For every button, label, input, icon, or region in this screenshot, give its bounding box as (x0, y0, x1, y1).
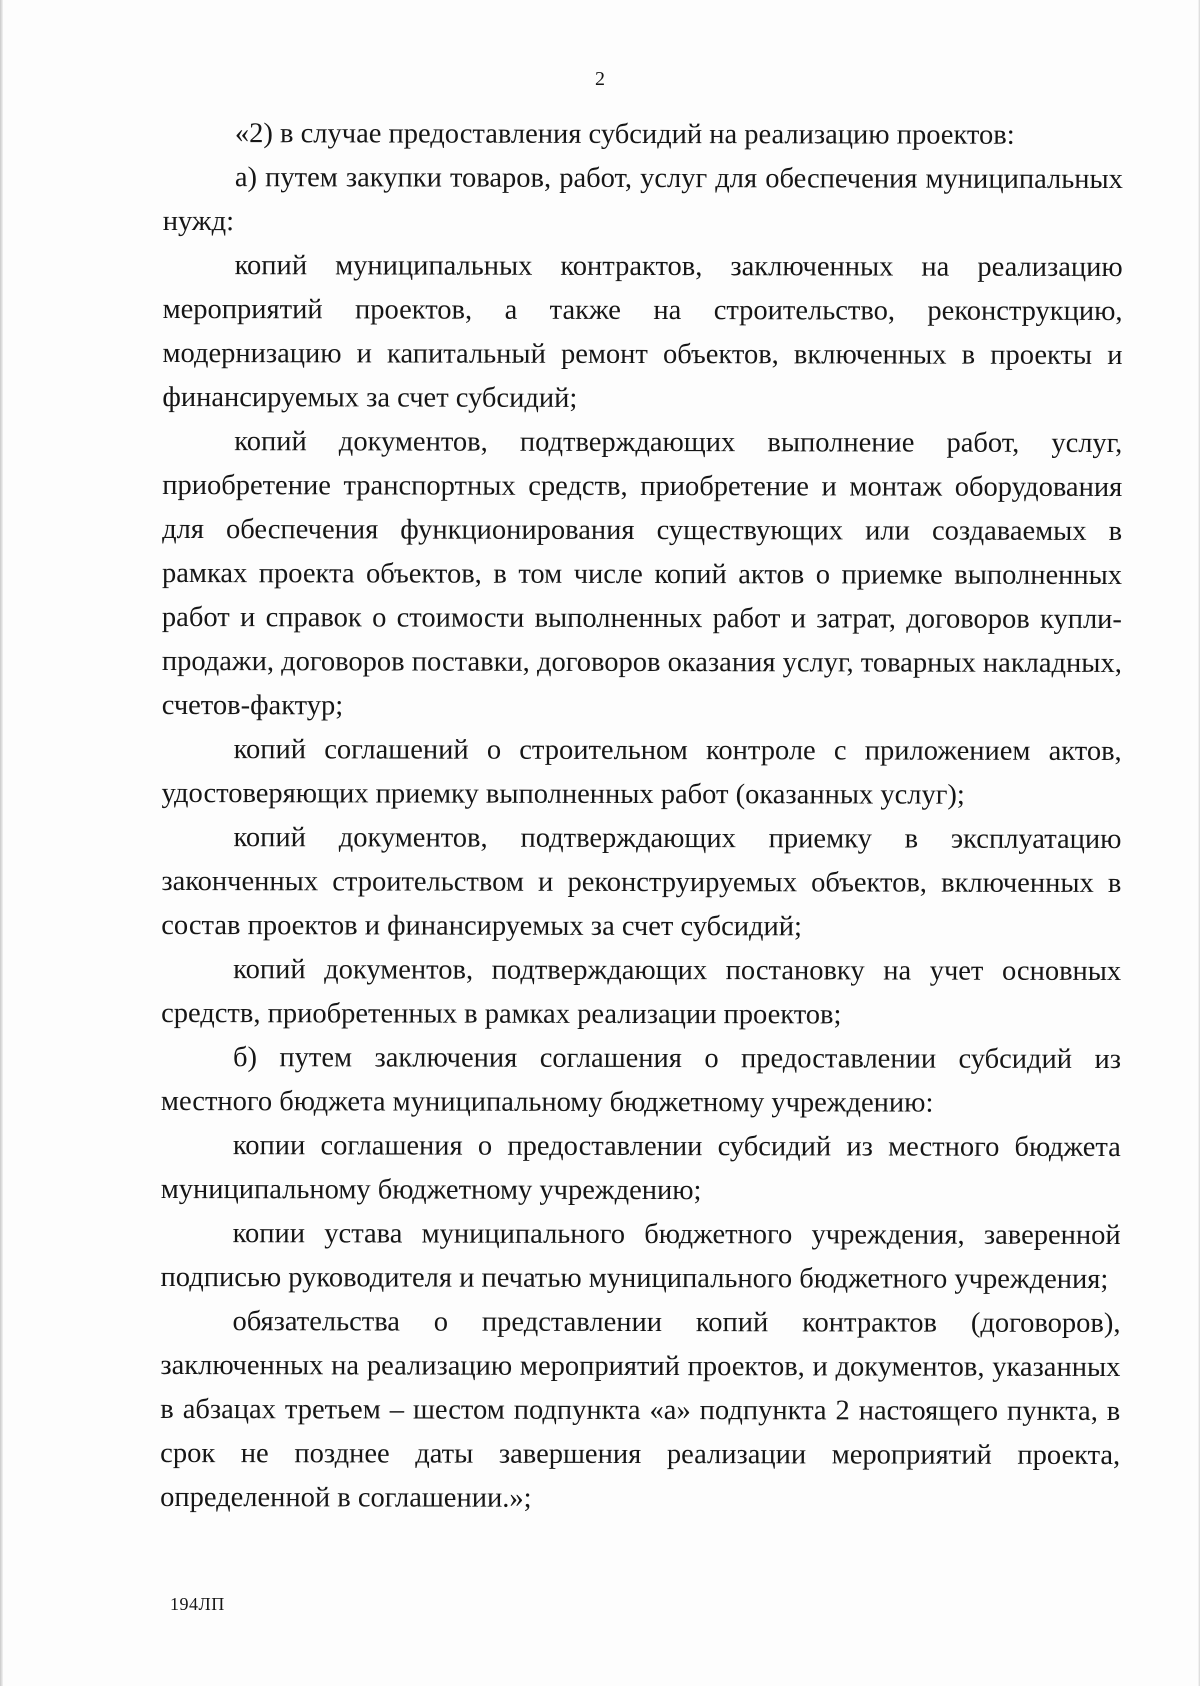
paragraph-5: копий соглашений о строительном контроле с приложением актов, удостоверяющих приемку выполненных работ (оказанных услуг); (161, 734, 1122, 811)
paragraph-3: копий муниципальных контрактов, заключенных на реализацию мероприятий проектов, а также на строительство, реконструкцию, модернизацию и капитальный ремонт объектов, включенных в проекты и финансируемых за счет субсидий; (162, 250, 1123, 414)
document-body (160, 112, 1123, 1522)
paragraph-4: копий документов, подтверждающих выполнение работ, услуг, приобретение транспортных средств, приобретение и монтаж оборудования для обеспечения функционирования существующих или создаваемых в рамках проекта объектов, в том числе копий актов о приемке выполненных работ и справок о стоимости выполненных работ и затрат, договоров купли-продажи, договоров поставки, договоров оказания услуг, товарных накладных, счетов-фактур; (161, 426, 1123, 722)
paragraph-7: копий документов, подтверждающих постановку на учет основных средств, приобретенных в рамках реализации проектов; (161, 954, 1122, 1031)
paragraph-2: а) путем закупки товаров, работ, услуг для обеспечения муниципальных нужд: (162, 162, 1123, 238)
paragraph-11: обязательства о представлении копий контрактов (договоров), заключенных на реализацию мероприятий проектов, и документов, указанных в абзацах третьем – шестом подпункта «а» подпункта 2 настоящего пункта, в срок не позднее даты завершения реализации мероприятий проекта, определенной в соглашении.»; (160, 1306, 1121, 1514)
paragraph-8: б) путем заключения соглашения о предоставлении субсидий из местного бюджета муниципальному бюджетному учреждению: (160, 1042, 1122, 1119)
paragraph-10: копии устава муниципального бюджетного учреждения, заверенной подписью руководителя и печатью муниципального бюджетного учреждения; (160, 1218, 1121, 1295)
page-number: 2 (595, 68, 605, 90)
scan-edge-left (0, 0, 3, 1686)
document-code: 194ЛП (170, 1594, 225, 1614)
paragraph-9: копии соглашения о предоставлении субсидий из местного бюджета муниципальному бюджетному учреждению; (160, 1130, 1121, 1207)
paragraph-1: «2) в случае предоставления субсидий на реализацию проектов: (234, 118, 1015, 151)
paragraph-6: копий документов, подтверждающих приемку в эксплуатацию законченных строительством и реконструируемых объектов, включенных в состав проектов и финансируемых за счет субсидий; (161, 822, 1122, 943)
